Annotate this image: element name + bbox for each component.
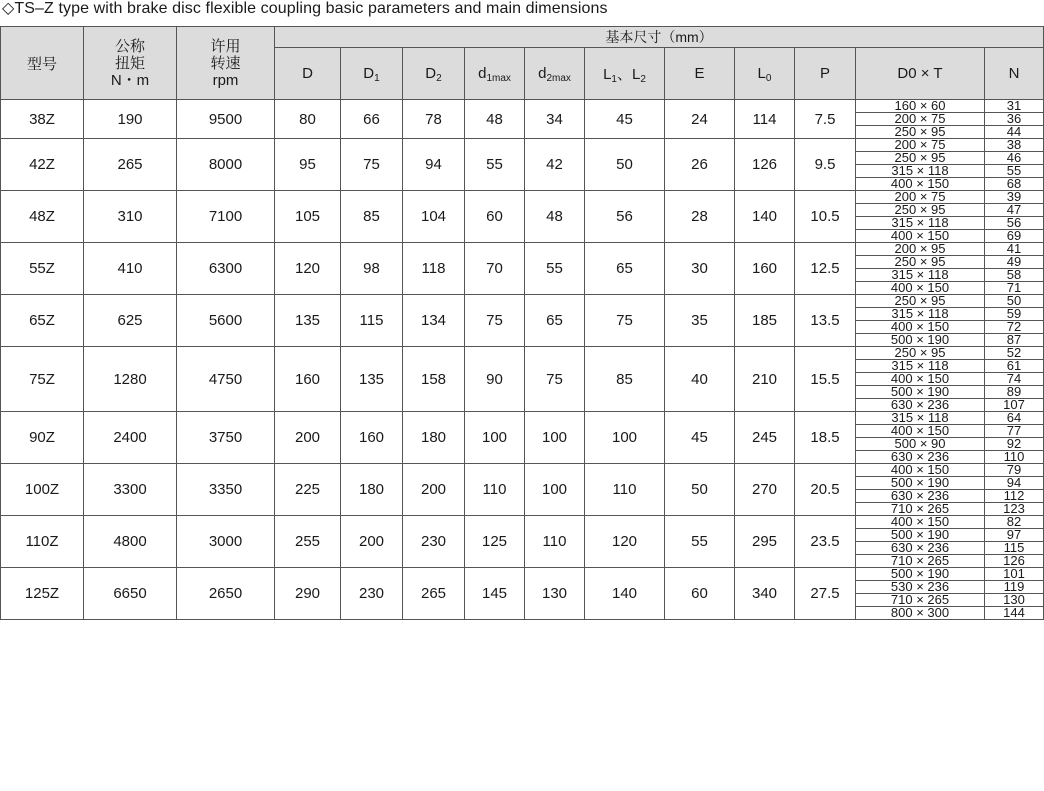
N-cell: 123 <box>985 503 1044 516</box>
D-cell: 200 <box>275 412 341 464</box>
D0xT-cell: 315 × 118 <box>856 217 985 230</box>
D0xT-cell: 630 × 236 <box>856 399 985 412</box>
torque-cell: 410 <box>84 243 177 295</box>
header-torque-unit: N・m <box>110 71 150 89</box>
d1max-cell: 75 <box>465 295 525 347</box>
N-cell: 87 <box>985 334 1044 347</box>
D-cell: 95 <box>275 139 341 191</box>
D0xT-cell: 200 × 75 <box>856 113 985 126</box>
N-cell: 38 <box>985 139 1044 152</box>
E-cell: 40 <box>665 347 735 412</box>
D0xT-cell: 200 × 75 <box>856 191 985 204</box>
torque-cell: 1280 <box>84 347 177 412</box>
P-cell: 13.5 <box>795 295 856 347</box>
header-L0-subscript: 0 <box>765 73 772 84</box>
model-cell: 42Z <box>1 139 84 191</box>
torque-cell: 625 <box>84 295 177 347</box>
speed-cell: 6300 <box>177 243 275 295</box>
torque-cell: 6650 <box>84 568 177 620</box>
D1-cell: 66 <box>341 100 403 139</box>
L0-cell: 270 <box>735 464 795 516</box>
d2max-cell: 42 <box>525 139 585 191</box>
E-cell: 26 <box>665 139 735 191</box>
N-cell: 56 <box>985 217 1044 230</box>
header-D1 <box>341 48 403 100</box>
speed-cell: 9500 <box>177 100 275 139</box>
table-row <box>1 295 1044 308</box>
d1max-cell: 125 <box>465 516 525 568</box>
D1-cell: 230 <box>341 568 403 620</box>
P-cell: 12.5 <box>795 243 856 295</box>
header-D1-subscript: 1 <box>374 73 380 84</box>
N-cell: 82 <box>985 516 1044 529</box>
N-cell: 61 <box>985 360 1044 373</box>
N-cell: 41 <box>985 243 1044 256</box>
D0xT-cell: 710 × 265 <box>856 594 985 607</box>
table-row <box>1 191 1044 204</box>
L1-L2-cell: 65 <box>585 243 665 295</box>
model-cell: 110Z <box>1 516 84 568</box>
D0xT-cell: 200 × 95 <box>856 243 985 256</box>
header-speed-unit: rpm <box>212 71 239 89</box>
N-cell: 119 <box>985 581 1044 594</box>
L0-cell: 295 <box>735 516 795 568</box>
table-row <box>1 243 1044 256</box>
D0xT-cell: 160 × 60 <box>856 100 985 113</box>
header-d1max <box>465 48 525 100</box>
L1-L2-cell: 140 <box>585 568 665 620</box>
D2-cell: 118 <box>403 243 465 295</box>
model-cell: 65Z <box>1 295 84 347</box>
E-cell: 60 <box>665 568 735 620</box>
d1max-cell: 145 <box>465 568 525 620</box>
D-cell: 225 <box>275 464 341 516</box>
N-cell: 110 <box>985 451 1044 464</box>
header-d1max-subscript: 1max <box>486 73 511 84</box>
D1-cell: 75 <box>341 139 403 191</box>
header-L-separator: 、 <box>616 66 632 83</box>
N-cell: 69 <box>985 230 1044 243</box>
P-cell: 23.5 <box>795 516 856 568</box>
header-E: E <box>665 48 735 100</box>
P-cell: 15.5 <box>795 347 856 412</box>
coupling-parameters-table <box>0 26 1044 620</box>
D-cell: 80 <box>275 100 341 139</box>
header-D2-subscript: 2 <box>436 73 442 84</box>
D-cell: 290 <box>275 568 341 620</box>
d2max-cell: 55 <box>525 243 585 295</box>
model-cell: 100Z <box>1 464 84 516</box>
header-L1-subscript: 1 <box>611 74 617 85</box>
N-cell: 144 <box>985 607 1044 620</box>
D1-cell: 180 <box>341 464 403 516</box>
N-cell: 68 <box>985 178 1044 191</box>
N-cell: 112 <box>985 490 1044 503</box>
N-cell: 130 <box>985 594 1044 607</box>
d1max-cell: 48 <box>465 100 525 139</box>
N-cell: 94 <box>985 477 1044 490</box>
N-cell: 71 <box>985 282 1044 295</box>
D0xT-cell: 250 × 95 <box>856 256 985 269</box>
D0xT-cell: 400 × 150 <box>856 516 985 529</box>
D0xT-cell: 710 × 265 <box>856 503 985 516</box>
model-cell: 38Z <box>1 100 84 139</box>
header-torque <box>84 27 177 100</box>
table-row <box>1 464 1044 477</box>
E-cell: 28 <box>665 191 735 243</box>
header-d2max-label: d <box>538 65 547 82</box>
L0-cell: 340 <box>735 568 795 620</box>
N-cell: 50 <box>985 295 1044 308</box>
header-N: N <box>985 48 1044 100</box>
D-cell: 105 <box>275 191 341 243</box>
N-cell: 101 <box>985 568 1044 581</box>
D0xT-cell: 800 × 300 <box>856 607 985 620</box>
speed-cell: 7100 <box>177 191 275 243</box>
P-cell: 7.5 <box>795 100 856 139</box>
D0xT-cell: 400 × 150 <box>856 178 985 191</box>
P-cell: 20.5 <box>795 464 856 516</box>
d1max-cell: 55 <box>465 139 525 191</box>
D0xT-cell: 400 × 150 <box>856 373 985 386</box>
L1-L2-cell: 56 <box>585 191 665 243</box>
header-speed-line1: 许用 <box>210 37 241 55</box>
L1-L2-cell: 75 <box>585 295 665 347</box>
D0xT-cell: 400 × 150 <box>856 425 985 438</box>
torque-cell: 310 <box>84 191 177 243</box>
D-cell: 255 <box>275 516 341 568</box>
E-cell: 55 <box>665 516 735 568</box>
N-cell: 59 <box>985 308 1044 321</box>
model-cell: 75Z <box>1 347 84 412</box>
D0xT-cell: 710 × 265 <box>856 555 985 568</box>
N-cell: 49 <box>985 256 1044 269</box>
torque-cell: 265 <box>84 139 177 191</box>
header-d1max-label: d <box>478 65 487 82</box>
N-cell: 39 <box>985 191 1044 204</box>
L0-cell: 185 <box>735 295 795 347</box>
header-L0 <box>735 48 795 100</box>
D1-cell: 135 <box>341 347 403 412</box>
table-row <box>1 412 1044 425</box>
N-cell: 97 <box>985 529 1044 542</box>
D2-cell: 94 <box>403 139 465 191</box>
header-model <box>1 27 84 100</box>
D0xT-cell: 250 × 95 <box>856 204 985 217</box>
D0xT-cell: 250 × 95 <box>856 295 985 308</box>
D0xT-cell: 500 × 190 <box>856 529 985 542</box>
header-speed-line2: 转速 <box>210 54 241 72</box>
torque-cell: 2400 <box>84 412 177 464</box>
D0xT-cell: 500 × 190 <box>856 334 985 347</box>
L1-L2-cell: 110 <box>585 464 665 516</box>
D0xT-cell: 500 × 190 <box>856 477 985 490</box>
D0xT-cell: 400 × 150 <box>856 321 985 334</box>
P-cell: 27.5 <box>795 568 856 620</box>
N-cell: 92 <box>985 438 1044 451</box>
D-cell: 135 <box>275 295 341 347</box>
D1-cell: 115 <box>341 295 403 347</box>
header-L2-subscript: 2 <box>640 74 646 85</box>
N-cell: 64 <box>985 412 1044 425</box>
D0xT-cell: 315 × 118 <box>856 360 985 373</box>
header-model-label: 型号 <box>26 55 57 73</box>
header-L0-label: L <box>757 65 766 82</box>
N-cell: 36 <box>985 113 1044 126</box>
N-cell: 89 <box>985 386 1044 399</box>
N-cell: 126 <box>985 555 1044 568</box>
N-cell: 55 <box>985 165 1044 178</box>
header-P: P <box>795 48 856 100</box>
torque-cell: 190 <box>84 100 177 139</box>
model-cell: 55Z <box>1 243 84 295</box>
N-cell: 79 <box>985 464 1044 477</box>
D0xT-cell: 530 × 236 <box>856 581 985 594</box>
D1-cell: 98 <box>341 243 403 295</box>
header-speed <box>177 27 275 100</box>
L0-cell: 114 <box>735 100 795 139</box>
N-cell: 58 <box>985 269 1044 282</box>
D0xT-cell: 400 × 150 <box>856 282 985 295</box>
D0xT-cell: 630 × 236 <box>856 451 985 464</box>
table-row <box>1 516 1044 529</box>
header-torque-line1: 公称 <box>114 37 145 55</box>
torque-cell: 4800 <box>84 516 177 568</box>
L0-cell: 140 <box>735 191 795 243</box>
header-D0xT: D0 × T <box>856 48 985 100</box>
L0-cell: 126 <box>735 139 795 191</box>
D0xT-cell: 630 × 236 <box>856 542 985 555</box>
table-row <box>1 568 1044 581</box>
d2max-cell: 34 <box>525 100 585 139</box>
header-d2max <box>525 48 585 100</box>
L1-L2-cell: 120 <box>585 516 665 568</box>
L1-L2-cell: 45 <box>585 100 665 139</box>
D0xT-cell: 400 × 150 <box>856 464 985 477</box>
N-cell: 74 <box>985 373 1044 386</box>
D1-cell: 200 <box>341 516 403 568</box>
header-L1-label: L <box>603 66 612 83</box>
L0-cell: 245 <box>735 412 795 464</box>
D-cell: 160 <box>275 347 341 412</box>
D0xT-cell: 315 × 118 <box>856 269 985 282</box>
N-cell: 47 <box>985 204 1044 217</box>
model-cell: 90Z <box>1 412 84 464</box>
header-L2-label: L <box>632 66 641 83</box>
E-cell: 24 <box>665 100 735 139</box>
torque-cell: 3300 <box>84 464 177 516</box>
D2-cell: 180 <box>403 412 465 464</box>
D2-cell: 104 <box>403 191 465 243</box>
D0xT-cell: 250 × 95 <box>856 347 985 360</box>
page-title: ◇TS–Z type with brake disc flexible coupling basic parameters and main dimensions <box>2 0 608 17</box>
D0xT-cell: 250 × 95 <box>856 126 985 139</box>
header-D1-label: D <box>363 65 375 82</box>
D0xT-cell: 200 × 75 <box>856 139 985 152</box>
D2-cell: 134 <box>403 295 465 347</box>
D2-cell: 265 <box>403 568 465 620</box>
D0xT-cell: 400 × 150 <box>856 230 985 243</box>
L1-L2-cell: 100 <box>585 412 665 464</box>
N-cell: 52 <box>985 347 1044 360</box>
d1max-cell: 70 <box>465 243 525 295</box>
E-cell: 45 <box>665 412 735 464</box>
speed-cell: 5600 <box>177 295 275 347</box>
N-cell: 77 <box>985 425 1044 438</box>
D2-cell: 78 <box>403 100 465 139</box>
L0-cell: 210 <box>735 347 795 412</box>
header-D: D <box>275 48 341 100</box>
P-cell: 10.5 <box>795 191 856 243</box>
P-cell: 9.5 <box>795 139 856 191</box>
N-cell: 107 <box>985 399 1044 412</box>
N-cell: 72 <box>985 321 1044 334</box>
header-basic-dimensions: 基本尺寸（mm） <box>275 27 1044 48</box>
speed-cell: 4750 <box>177 347 275 412</box>
E-cell: 30 <box>665 243 735 295</box>
E-cell: 35 <box>665 295 735 347</box>
header-d2max-subscript: 2max <box>546 73 571 84</box>
d2max-cell: 110 <box>525 516 585 568</box>
P-cell: 18.5 <box>795 412 856 464</box>
speed-cell: 3000 <box>177 516 275 568</box>
D0xT-cell: 500 × 190 <box>856 568 985 581</box>
D0xT-cell: 315 × 118 <box>856 308 985 321</box>
N-cell: 115 <box>985 542 1044 555</box>
d2max-cell: 65 <box>525 295 585 347</box>
d1max-cell: 100 <box>465 412 525 464</box>
model-cell: 48Z <box>1 191 84 243</box>
d2max-cell: 48 <box>525 191 585 243</box>
speed-cell: 2650 <box>177 568 275 620</box>
d2max-cell: 100 <box>525 464 585 516</box>
L1-L2-cell: 50 <box>585 139 665 191</box>
D0xT-cell: 500 × 190 <box>856 386 985 399</box>
N-cell: 31 <box>985 100 1044 113</box>
N-cell: 46 <box>985 152 1044 165</box>
D2-cell: 200 <box>403 464 465 516</box>
d2max-cell: 130 <box>525 568 585 620</box>
L1-L2-cell: 85 <box>585 347 665 412</box>
speed-cell: 3350 <box>177 464 275 516</box>
D0xT-cell: 500 × 90 <box>856 438 985 451</box>
N-cell: 44 <box>985 126 1044 139</box>
D0xT-cell: 250 × 95 <box>856 152 985 165</box>
D0xT-cell: 315 × 118 <box>856 165 985 178</box>
D1-cell: 160 <box>341 412 403 464</box>
header-L1-L2 <box>585 48 665 100</box>
model-cell: 125Z <box>1 568 84 620</box>
D-cell: 120 <box>275 243 341 295</box>
table-row <box>1 100 1044 113</box>
header-D2-label: D <box>425 65 437 82</box>
table-row <box>1 139 1044 152</box>
D2-cell: 158 <box>403 347 465 412</box>
table-row <box>1 347 1044 360</box>
d1max-cell: 60 <box>465 191 525 243</box>
table-body <box>1 100 1044 620</box>
d2max-cell: 100 <box>525 412 585 464</box>
header-torque-line2: 扭矩 <box>114 54 145 72</box>
d1max-cell: 90 <box>465 347 525 412</box>
speed-cell: 3750 <box>177 412 275 464</box>
d2max-cell: 75 <box>525 347 585 412</box>
D0xT-cell: 315 × 118 <box>856 412 985 425</box>
d1max-cell: 110 <box>465 464 525 516</box>
D1-cell: 85 <box>341 191 403 243</box>
L0-cell: 160 <box>735 243 795 295</box>
speed-cell: 8000 <box>177 139 275 191</box>
D2-cell: 230 <box>403 516 465 568</box>
header-D2 <box>403 48 465 100</box>
E-cell: 50 <box>665 464 735 516</box>
D0xT-cell: 630 × 236 <box>856 490 985 503</box>
